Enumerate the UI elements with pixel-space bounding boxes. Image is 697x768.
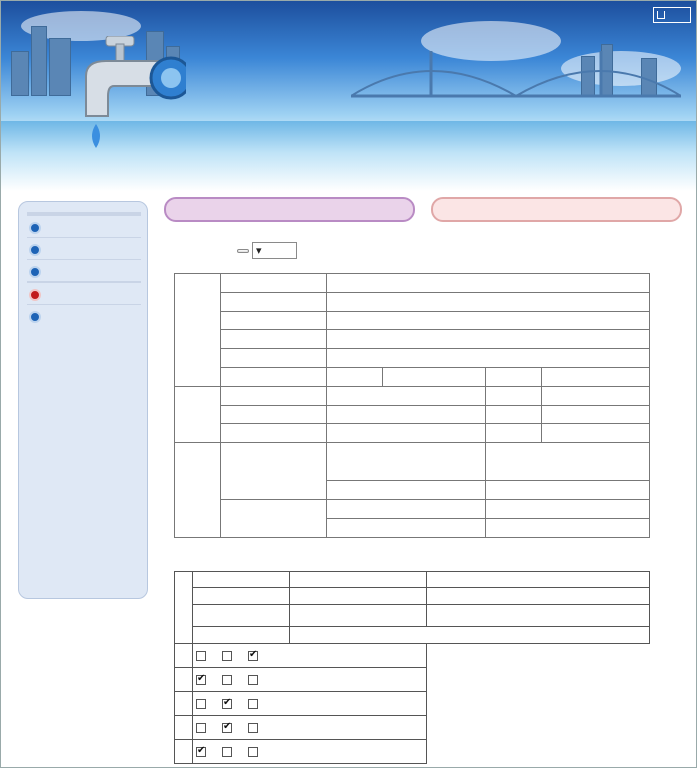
checkbox[interactable] (196, 675, 206, 685)
site-banner (1, 1, 697, 191)
water-source-row (175, 716, 650, 740)
checkbox[interactable] (222, 651, 232, 661)
home-button[interactable] (653, 7, 691, 23)
sidebar (18, 201, 148, 599)
source-option[interactable] (196, 698, 208, 710)
checkbox[interactable] (222, 723, 232, 733)
year-select[interactable]: ▾ (252, 242, 297, 259)
checkbox[interactable] (248, 675, 258, 685)
source-option[interactable] (222, 698, 234, 710)
source-option[interactable] (222, 674, 234, 686)
parent-agency (326, 349, 649, 368)
source-option[interactable] (248, 746, 260, 758)
staff-title (542, 386, 650, 405)
small-category (542, 367, 650, 386)
bullet-icon (29, 289, 41, 301)
menu-fill[interactable] (27, 283, 141, 305)
source-option[interactable] (196, 650, 208, 662)
bill-number (289, 588, 427, 605)
source-option[interactable] (248, 722, 260, 734)
other-source-label (192, 627, 289, 644)
source-option[interactable] (196, 722, 208, 734)
source-option[interactable] (248, 674, 260, 686)
fill-items-label (175, 572, 193, 644)
bullet-icon (29, 222, 41, 234)
staff-total (486, 499, 650, 518)
source-option[interactable] (196, 746, 208, 758)
checkbox[interactable] (196, 699, 206, 709)
checkbox[interactable] (222, 675, 232, 685)
staff-name (326, 386, 486, 405)
menu-each[interactable] (27, 305, 141, 326)
checkbox[interactable] (222, 699, 232, 709)
source-option[interactable] (222, 746, 234, 758)
staff-fax (542, 424, 650, 443)
home-icon (657, 11, 665, 19)
agency-group-label (175, 274, 221, 387)
staff-phone (326, 405, 486, 424)
checkbox[interactable] (222, 747, 232, 757)
staff-group-label (175, 386, 221, 442)
ratio-value (427, 588, 650, 605)
menu-logout[interactable] (27, 238, 141, 260)
query-button[interactable] (237, 249, 249, 253)
agency-email (326, 330, 649, 349)
staff-email (326, 424, 486, 443)
water-source-table (174, 571, 650, 764)
water-source-row (175, 644, 650, 668)
query-row (237, 242, 304, 259)
agency-address (326, 311, 649, 330)
green-area (486, 481, 650, 500)
basic-info-table (174, 273, 650, 538)
staff-extension (542, 405, 650, 424)
faucet-logo (76, 36, 186, 156)
water-source-row (175, 740, 650, 764)
daily-visitors (486, 518, 650, 537)
checkbox[interactable] (248, 747, 258, 757)
use-group-label (175, 443, 221, 537)
big-category (382, 367, 486, 386)
tab-basic[interactable] (164, 197, 415, 222)
source-option[interactable] (222, 722, 234, 734)
water-source-row (175, 692, 650, 716)
bullet-icon (29, 244, 41, 256)
checkbox[interactable] (196, 651, 206, 661)
tab-water[interactable] (431, 197, 682, 222)
checkbox[interactable] (248, 651, 258, 661)
source-option[interactable] (248, 650, 260, 662)
checkbox[interactable] (248, 699, 258, 709)
checkbox[interactable] (196, 747, 206, 757)
bullet-icon (29, 266, 41, 278)
agency-name (326, 292, 649, 311)
checkbox[interactable] (196, 723, 206, 733)
bridge-graphic (351, 41, 681, 101)
menu-home[interactable] (27, 216, 141, 238)
source-option[interactable] (248, 698, 260, 710)
checkbox[interactable] (248, 723, 258, 733)
source-option[interactable] (196, 674, 208, 686)
water-source-row (175, 668, 650, 692)
source-option[interactable] (222, 650, 234, 662)
bullet-icon (29, 311, 41, 323)
meter-name (192, 588, 289, 605)
menu-password[interactable] (27, 260, 141, 282)
floor-area (486, 443, 650, 481)
agency-code (326, 274, 649, 293)
